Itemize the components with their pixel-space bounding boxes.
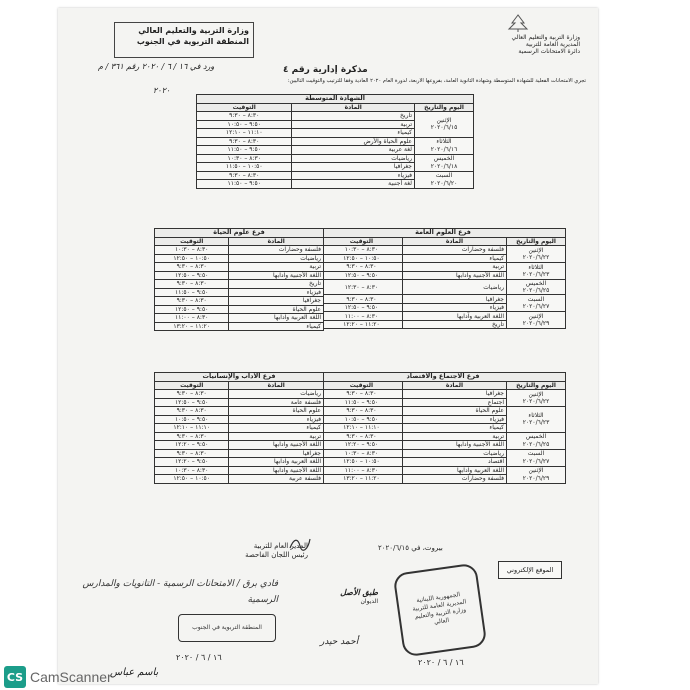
day-date: ٢٠٢٠/٦/١٥: [430, 124, 458, 132]
column-header: اليوم والتاريخ: [415, 103, 474, 112]
time-cell: ١٠:٥٠ – ١٢:٥٠: [321, 458, 403, 467]
true-copy-block: [298, 588, 378, 606]
table-caption: فرع العلوم العامة: [321, 229, 566, 238]
director-title: المدير العام للتربية: [253, 542, 308, 550]
day-cell: [415, 137, 474, 154]
table-row: [197, 112, 474, 121]
table-row: [155, 305, 324, 314]
day-date: ٢٠٢٠/٦/٢٧: [522, 303, 550, 311]
intro-text: [66, 78, 586, 85]
table-caption: فرع الآداب والإنسانيات: [155, 373, 324, 382]
subject-cell: رياضيات: [229, 254, 324, 263]
subject-cell: فيزياء: [402, 415, 506, 424]
general-sciences-table: [320, 228, 566, 329]
time-cell: ٩:٥٠ – ١١:٥٠: [155, 288, 229, 297]
subject-cell: جغرافيا: [292, 163, 415, 172]
table-row: [155, 449, 324, 458]
day-cell: [507, 449, 566, 466]
region-round-stamp-text: المنطقة التربوية في الجنوب: [192, 624, 262, 631]
time-cell: ٨:٣٠ – ٩:٣٠: [155, 297, 229, 306]
republic-stamp-text: الجمهورية اللبنانية المديرية العامة للتربية وزارة التربية والتعليم العالي: [412, 591, 467, 626]
subject-cell: تربية: [292, 120, 415, 129]
intro-date: ٢٠٢٠: [153, 86, 171, 95]
document-page: [58, 8, 598, 684]
time-cell: ٨:٣٠ – ١٢:٣٠: [321, 280, 403, 295]
table-row: [321, 295, 566, 304]
subject-cell: رياضيات: [292, 154, 415, 163]
column-header: التوقيت: [197, 103, 292, 112]
day-cell: [507, 407, 566, 433]
time-cell: ٩:٥٠ – ١١:٥٠: [321, 398, 403, 407]
director-signature-mark: [288, 536, 312, 552]
subject-cell: اللغة العربية وآدابها: [402, 312, 506, 321]
table-caption: فرع علوم الحياة: [155, 229, 324, 238]
subject-cell: تاريخ: [402, 320, 506, 329]
day-cell: [415, 112, 474, 138]
received-line: ورد في ١٦ / ٦ / ٢٠٢٠ رقم ٣٦١ / م: [98, 62, 215, 71]
republic-stamp: [393, 563, 488, 658]
column-header: التوقيت: [155, 381, 229, 390]
camscanner-watermark: [4, 666, 112, 688]
table-row: [321, 407, 566, 416]
subject-cell: كيمياء: [292, 129, 415, 138]
time-cell: ٩:٥٠ – ١١:٥٠: [197, 180, 292, 189]
time-cell: ١١:٢٠ – ١٢:٢٠: [321, 320, 403, 329]
day-date: ٢٠٢٠/٦/٢٩: [522, 474, 550, 482]
beirut-date: بيروت، في ٢٠٢٠/٦/١٥: [378, 544, 443, 552]
day-cell: [507, 390, 566, 407]
table-caption: الشهادة المتوسطة: [197, 95, 474, 104]
camscanner-logo-icon: CS: [4, 666, 26, 688]
life-sciences-table: [154, 228, 324, 331]
time-cell: ٩:٥٠ – ١٠:٥٠: [155, 415, 229, 424]
signer-left: باسم عباس: [110, 667, 159, 678]
time-cell: ٩:٥٠ – ١٢:٥٠: [155, 305, 229, 314]
subject-cell: علوم الحياة: [229, 305, 324, 314]
time-cell: ٩:٥٠ – ١٢:٥٠: [321, 303, 403, 312]
time-cell: ٨:٣٠ – ٩:٣٠: [155, 449, 229, 458]
table-row: [321, 280, 566, 295]
subject-cell: كيمياء: [229, 424, 324, 433]
time-cell: ١١:١٠ – ١٢:١٠: [197, 129, 292, 138]
table-row: [155, 297, 324, 306]
time-cell: ١١:٢٠ – ١٣:٢٠: [321, 475, 403, 484]
subject-cell: تاريخ: [292, 112, 415, 121]
time-cell: ٨:٣٠ – ١٠:٣٠: [321, 449, 403, 458]
table-caption: فرع الاجتماع والاقتصاد: [321, 373, 566, 382]
time-cell: ٨:٣٠ – ١١:٠٠: [321, 466, 403, 475]
subject-cell: اللغة الأجنبية وآدابها: [229, 271, 324, 280]
day-name: الإثنين: [528, 467, 544, 475]
subject-cell: لغة أجنبية: [292, 180, 415, 189]
director-signature-block: [158, 542, 308, 560]
column-header: التوقيت: [321, 237, 403, 246]
day-cell: [507, 263, 566, 280]
time-cell: ٨:٣٠ – ٩:٣٠: [321, 407, 403, 416]
website-label: الموقع الإلكتروني: [506, 566, 554, 574]
day-name: السبت: [527, 450, 545, 458]
day-date: ٢٠٢٠/٦/١٦: [430, 145, 458, 153]
time-cell: ٩:٥٠ – ١٠:٥٠: [197, 120, 292, 129]
column-header: التوقيت: [155, 237, 229, 246]
table-row: [155, 314, 324, 323]
table-row: [155, 441, 324, 450]
time-cell: ٨:٣٠ – ١٠:٣٠: [197, 154, 292, 163]
day-cell: [507, 432, 566, 449]
day-name: الخميس: [525, 280, 547, 287]
subject-cell: تربية: [229, 263, 324, 272]
table-row: [321, 466, 566, 475]
table-row: [155, 415, 324, 424]
region-header-line-2: المنطقة التربوية في الجنوب: [136, 37, 249, 46]
table-row: [155, 466, 324, 475]
subject-cell: اللغة الأجنبية وآدابها: [229, 466, 324, 475]
day-cell: [507, 466, 566, 483]
ministry-header: [470, 34, 580, 55]
day-name: الإثنين: [436, 117, 452, 125]
region-header-line-1: وزارة التربية والتعليم العالي: [138, 26, 249, 35]
day-name: الثلاثاء: [528, 263, 544, 271]
day-date: ٢٠٢٠/٦/٢٥: [522, 440, 550, 448]
column-header: المادة: [229, 381, 324, 390]
day-cell: [507, 280, 566, 295]
time-cell: ٩:٥٠ – ١٢:٥٠: [321, 271, 403, 280]
subject-cell: كيمياء: [229, 322, 324, 331]
time-cell: ٩:٥٠ – ١٠:٥٠: [321, 415, 403, 424]
table-row: [155, 246, 324, 255]
true-copy-label: طبق الأصل: [340, 587, 378, 597]
subject-cell: اجتماع: [402, 398, 506, 407]
subject-cell: تربية: [229, 432, 324, 441]
ministry-line-2: المديرية العامة للتربية: [525, 41, 580, 48]
day-cell: [507, 312, 566, 329]
subject-cell: جغرافيا: [229, 297, 324, 306]
subject-cell: اللغة الأجنبية وآدابها: [402, 271, 506, 280]
day-cell: [507, 246, 566, 263]
literature-humanities-table: [154, 372, 324, 484]
time-cell: ٨:٣٠ – ٩:٣٠: [155, 432, 229, 441]
table-row: [197, 137, 474, 146]
table-row: [321, 263, 566, 272]
day-date: ٢٠٢٠/٦/٢٣: [522, 271, 550, 278]
memo-title: مذكرة إدارية رقم ٤: [283, 65, 368, 75]
day-name: الخميس: [525, 433, 547, 441]
time-cell: ١١:١٠ – ١٢:١٠: [321, 424, 403, 433]
subject-cell: جغرافيا: [402, 390, 506, 399]
cedar-logo-icon: [503, 14, 533, 32]
table-row: [155, 475, 324, 484]
table-row: [155, 322, 324, 331]
subject-cell: اللغة العربية وآدابها: [229, 458, 324, 467]
subject-cell: اللغة العربية وآدابها: [229, 314, 324, 323]
time-cell: ٨:٣٠ – ١٠:٣٠: [155, 466, 229, 475]
time-cell: ٨:٣٠ – ٩:٣٠: [321, 432, 403, 441]
time-cell: ٩:٥٠ – ١٢:٥٠: [155, 398, 229, 407]
table-row: [155, 390, 324, 399]
subject-cell: جغرافيا: [229, 449, 324, 458]
time-cell: ٨:٣٠ – ٩:٣٠: [155, 280, 229, 289]
table-row: [197, 171, 474, 180]
day-cell: [415, 154, 474, 171]
table-row: [321, 432, 566, 441]
subject-cell: اللغة العربية وآدابها: [402, 466, 506, 475]
subject-cell: اللغة الأجنبية وآدابها: [229, 441, 324, 450]
day-name: السبت: [435, 172, 453, 180]
subject-cell: فيزياء: [229, 288, 324, 297]
subject-cell: فيزياء: [402, 303, 506, 312]
time-cell: ٨:٣٠ – ٩:٣٠: [155, 407, 229, 416]
subject-cell: فلسفة وحضارات: [402, 246, 506, 255]
column-header: المادة: [229, 237, 324, 246]
subject-cell: لغة عربية: [292, 146, 415, 155]
subject-cell: اقتصاد: [402, 458, 506, 467]
subject-cell: رياضيات: [402, 449, 506, 458]
region-header-box: [114, 22, 254, 58]
time-cell: ٨:٣٠ – ٩:٣٠: [321, 263, 403, 272]
ministry-line-3: دائرة الامتحانات الرسمية: [518, 48, 580, 55]
day-name: الثلاثاء: [436, 138, 452, 146]
subject-cell: علوم الحياة: [229, 407, 324, 416]
column-header: اليوم والتاريخ: [507, 237, 566, 246]
day-cell: [415, 171, 474, 188]
time-cell: ١٠:٥٠ – ١٢:٥٠: [321, 254, 403, 263]
sociology-economics-table: [320, 372, 566, 484]
region-round-stamp: [178, 614, 276, 642]
table-row: [321, 246, 566, 255]
table-row: [155, 271, 324, 280]
website-box: [498, 561, 562, 579]
subject-cell: تربية: [402, 432, 506, 441]
ministry-line-1: وزارة التربية والتعليم العالي: [511, 34, 580, 41]
subject-cell: كيمياء: [402, 424, 506, 433]
day-name: الإثنين: [528, 246, 544, 254]
time-cell: ٨:٣٠ – ٩:٣٠: [321, 295, 403, 304]
day-name: الإثنين: [528, 313, 544, 321]
true-copy-sub: الديوان: [360, 598, 378, 605]
time-cell: ٨:٣٠ – ٩:٣٠: [197, 137, 292, 146]
day-name: الثلاثاء: [528, 412, 544, 420]
time-cell: ١٠:٥٠ – ١٢:٥٠: [155, 254, 229, 263]
time-cell: ٨:٣٠ – ١٠:٣٠: [155, 246, 229, 255]
handwritten-note: [78, 576, 278, 608]
bottom-date-right: ١٦ / ٦ / ٢٠٢٠: [418, 658, 464, 667]
day-date: ٢٠٢٠/٦/١٨: [430, 162, 458, 170]
subject-cell: جغرافيا: [402, 295, 506, 304]
subject-cell: فيزياء: [229, 415, 324, 424]
time-cell: ٨:٣٠ – ٩:٣٠: [321, 390, 403, 399]
column-header: المادة: [402, 381, 506, 390]
table-row: [155, 288, 324, 297]
time-cell: ٨:٣٠ – ٩:٣٠: [155, 263, 229, 272]
table-row: [155, 398, 324, 407]
subject-cell: رياضيات: [229, 390, 324, 399]
subject-cell: كيمياء: [402, 254, 506, 263]
time-cell: ٨:٣٠ – ٩:٣٠: [197, 112, 292, 121]
time-cell: ٩:٥٠ – ١٢:٢٠: [321, 441, 403, 450]
subject-cell: تاريخ: [229, 280, 324, 289]
day-date: ٢٠٢٠/٦/٢٣: [522, 419, 550, 427]
subject-cell: فلسفة عامة: [229, 398, 324, 407]
time-cell: ٨:٣٠ – ١١:٠٠: [321, 312, 403, 321]
column-header: اليوم والتاريخ: [507, 381, 566, 390]
day-name: الإثنين: [528, 390, 544, 398]
table-row: [155, 280, 324, 289]
column-header: التوقيت: [321, 381, 403, 390]
table-row: [155, 432, 324, 441]
day-cell: [507, 295, 566, 312]
table-row: [321, 390, 566, 399]
time-cell: ١٠:٥٠ – ١٢:٥٠: [155, 475, 229, 484]
day-name: السبت: [527, 296, 545, 304]
time-cell: ٩:٥٠ – ١٢:٢٠: [155, 441, 229, 450]
subject-cell: اللغة الأجنبية وآدابها: [402, 441, 506, 450]
subject-cell: فلسفة وحضارات: [229, 246, 324, 255]
time-cell: ١٠:٥٠ – ١١:٥٠: [197, 163, 292, 172]
table-row: [155, 407, 324, 416]
day-date: ٢٠٢٠/٦/٢٢: [522, 398, 550, 405]
table-row: [321, 312, 566, 321]
time-cell: ٩:٥٠ – ١٢:٥٠: [155, 271, 229, 280]
day-date: ٢٠٢٠/٦/٢٥: [522, 287, 550, 295]
day-name: الخميس: [433, 155, 455, 163]
time-cell: ٨:٣٠ – ٩:٣٠: [197, 171, 292, 180]
time-cell: ٩:٥٠ – ١٢:٢٠: [155, 458, 229, 467]
time-cell: ٨:٣٠ – ١١:٠٠: [155, 314, 229, 323]
subject-cell: علوم الحياة والأرض: [292, 137, 415, 146]
time-cell: ٨:٣٠ – ٩:٣٠: [155, 390, 229, 399]
table-row: [197, 154, 474, 163]
director-subtitle: رئيس اللجان الفاحصة: [245, 551, 308, 559]
table-row: [155, 424, 324, 433]
day-date: ٢٠٢٠/٦/٢٧: [522, 457, 550, 465]
subject-cell: علوم الحياة: [402, 407, 506, 416]
column-header: المادة: [292, 103, 415, 112]
table-row: [155, 263, 324, 272]
time-cell: ١١:٢٠ – ١٣:٢٠: [155, 322, 229, 331]
day-date: ٢٠٢٠/٦/٢٩: [522, 320, 550, 328]
subject-cell: فلسفة عربية: [229, 475, 324, 484]
camscanner-name: CamScanner: [30, 669, 112, 685]
column-header: المادة: [402, 237, 506, 246]
time-cell: ١١:١٠ – ١٢:١٠: [155, 424, 229, 433]
brevet-table: [196, 94, 474, 189]
time-cell: ٩:٥٠ – ١١:٥٠: [197, 146, 292, 155]
subject-cell: رياضيات: [402, 280, 506, 295]
table-row: [155, 254, 324, 263]
subject-cell: فلسفة وحضارات: [402, 475, 506, 484]
day-date: ٢٠٢٠/٦/٢٠: [430, 179, 458, 187]
bottom-date-left: ١٦ / ٦ / ٢٠٢٠: [176, 653, 222, 662]
subject-cell: فيزياء: [292, 171, 415, 180]
table-row: [321, 449, 566, 458]
time-cell: ٨:٣٠ – ١٠:٣٠: [321, 246, 403, 255]
table-row: [155, 458, 324, 467]
intro-paragraph: تجري الامتحانات الفعلية للشهادة المتوسطة وشهادة الثانوية العامة، بفروعها الأربعة، لدورة العام ٢٠٢٠ العادية وفقاً للترتيب والتوقيت التاليين:: [287, 78, 586, 84]
day-date: ٢٠٢٠/٦/٢٢: [522, 254, 550, 261]
subject-cell: تربية: [402, 263, 506, 272]
handwritten-note-text: فادي برق / الامتحانات الرسمية - التانويات والمدارس الرسمية: [82, 579, 278, 605]
signer-name: أحمد حيدر: [320, 637, 359, 647]
